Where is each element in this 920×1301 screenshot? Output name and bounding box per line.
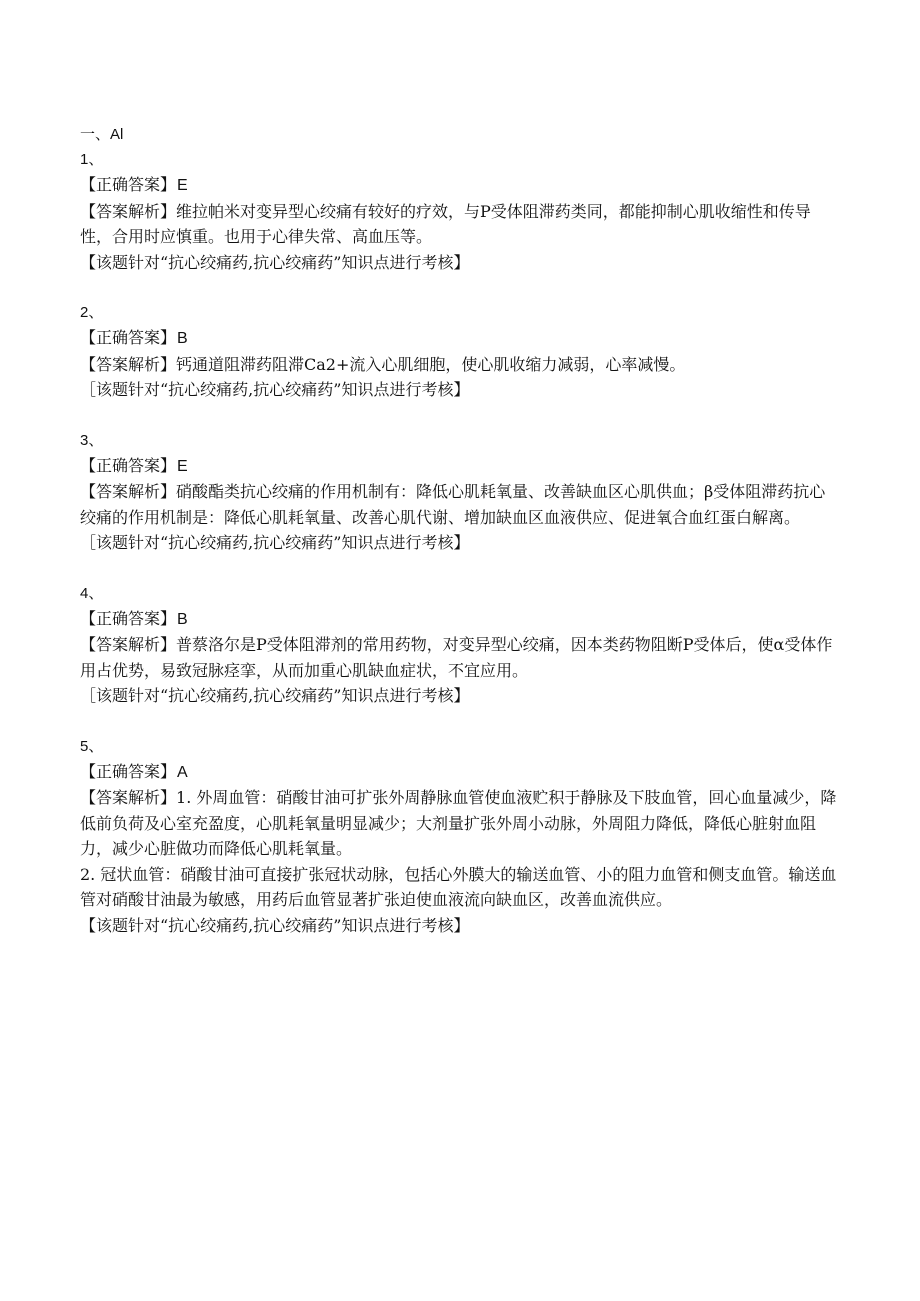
analysis-label: 【答案解析】 (80, 635, 177, 654)
analysis-paragraph (80, 199, 840, 250)
question-number: 3、 (80, 431, 104, 449)
correct-answer-line (80, 606, 840, 633)
answer-label: 【正确答案】 (80, 455, 177, 475)
correct-answer-line (80, 453, 840, 480)
question-number: 4、 (80, 584, 104, 602)
question-number: 1、 (80, 151, 104, 168)
topic-line: 【该题针对“抗心绞痛药,抗心绞痛药”知识点进行考核】 (80, 915, 470, 935)
answer-label: 【正确答案】 (80, 328, 177, 347)
answer-label: 【正确答案】 (80, 175, 177, 194)
analysis-label: 【答案解析】 (80, 482, 177, 501)
answer-value: B (177, 610, 188, 628)
answer-label: 【正确答案】 (80, 761, 177, 781)
topic-line: 【该题针对“抗心绞痛药,抗心绞痛药”知识点进行考核】 (80, 252, 470, 272)
analysis-paragraph (80, 785, 840, 862)
analysis-paragraph (80, 479, 840, 530)
question-number: 5、 (80, 737, 104, 755)
question-3 (80, 428, 840, 556)
answer-label: 【正确答案】 (80, 608, 177, 628)
analysis-label: 【答案解析】 (80, 354, 177, 374)
analysis-paragraph (80, 352, 840, 378)
answer-value: E (177, 177, 188, 194)
answer-value: B (177, 330, 188, 347)
section-title: 一、Al (80, 126, 124, 143)
analysis-text: 硝酸酯类抗心绞痛的作用机制有：降低心肌耗氧量、改善缺血区心肌供血；β受体阻滞药抗心绞痛的作用机制是：降低心肌耗氧量、改善心肌代谢、增加缺血区血液供应、促进氧合血红蛋白解离。 (80, 482, 826, 527)
question-2 (80, 300, 840, 403)
document-page (80, 122, 840, 938)
analysis-text: 维拉帕米对变异型心绞痛有较好的疗效，与P受体阻滞药类同，都能抑制心肌收缩性和传导性，合用时应慎重。也用于心律失常、高血压等。 (80, 201, 811, 246)
question-1 (80, 147, 840, 275)
analysis-label: 【答案解析】 (80, 788, 177, 807)
analysis-label: 【答案解析】 (80, 201, 177, 221)
correct-answer-line (80, 172, 840, 199)
analysis-text: 钙通道阻滞药阻滞Ca2+流入心肌细胞，使心肌收缩力减弱，心率减慢。 (176, 354, 686, 374)
topic-line: ［该题针对“抗心绞痛药,抗心绞痛药”知识点进行考核】 (80, 380, 470, 399)
analysis-paragraph-2: 2. 冠状血管：硝酸甘油可直接扩张冠状动脉，包括心外膜大的输送血管、小的阻力血管和侧支血管。输送血管对硝酸甘油最为敏感，用药后血管显著扩张迫使血液流向缺血区，改善血流供应。 (80, 864, 837, 909)
answer-value: E (177, 457, 188, 475)
analysis-paragraph (80, 632, 840, 683)
answer-value: A (177, 763, 188, 781)
analysis-text: 1. 外周血管：硝酸甘油可扩张外周静脉血管使血液贮积于静脉及下肢血管，回心血量减少，降低前负荷及心室充盈度，心肌耗氧量明显减少；大剂量扩张外周小动脉，外周阻力降低，降低心脏射血阻力，减少心脏做功而降低心肌耗氧量。 (80, 788, 837, 858)
topic-line: ［该题针对“抗心绞痛药,抗心绞痛药”知识点进行考核】 (80, 533, 470, 552)
question-5 (80, 734, 840, 939)
analysis-text: 普蔡洛尔是P受体阻滞剂的常用药物，对变异型心绞痛，因本类药物阻断P受体后，使α受体作用占优势，易致冠脉痉挛，从而加重心肌缺血症状，不宜应用。 (80, 635, 833, 680)
question-4 (80, 581, 840, 709)
correct-answer-line (80, 759, 840, 786)
correct-answer-line (80, 325, 840, 352)
topic-line: ［该题针对“抗心绞痛药,抗心绞痛药”知识点进行考核】 (80, 686, 470, 705)
question-number: 2、 (80, 304, 104, 321)
